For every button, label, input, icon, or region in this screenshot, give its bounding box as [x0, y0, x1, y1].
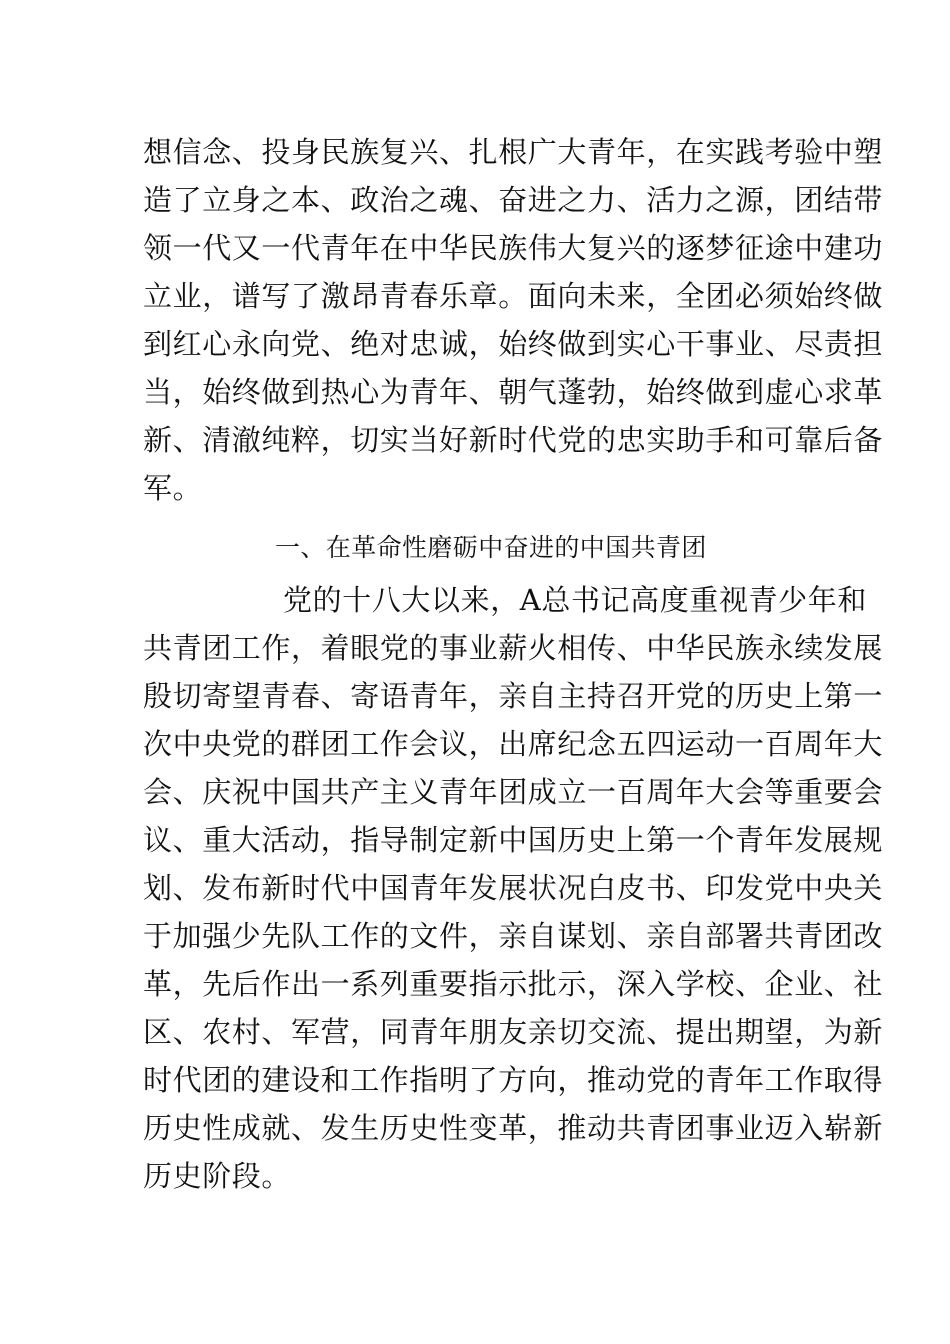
text-line: 新、清澈纯粹，切实当好新时代党的忠实助手和可靠后备 [143, 423, 884, 457]
text-line: 军。 [143, 471, 203, 505]
text-line: 历史阶段。 [143, 1159, 292, 1193]
text-line: 会、庆祝中国共产主义青年团成立一百周年大会等重要会 [143, 775, 884, 809]
text-line: 划、发布新时代中国青年发展状况白皮书、印发党中央关 [143, 871, 884, 905]
text-line: 次中央党的群团工作会议，出席纪念五四运动一百周年大 [143, 727, 884, 761]
text-line: 领一代又一代青年在中华民族伟大复兴的逐梦征途中建功 [143, 231, 884, 265]
text-line: 共青团工作，着眼党的事业薪火相传、中华民族永续发展 [143, 631, 884, 665]
text-line: 想信念、投身民族复兴、扎根广大青年，在实践考验中塑 [143, 135, 884, 169]
text-line: 当，始终做到热心为青年、朝气蓬勃，始终做到虚心求革 [143, 375, 884, 409]
text-line: 于加强少先队工作的文件，亲自谋划、亲自部署共青团改 [143, 919, 884, 953]
text-line: 历史性成就、发生历史性变革，推动共青团事业迈入崭新 [143, 1111, 884, 1145]
text-line: 党的十八大以来，A总书记高度重视青少年和 [283, 583, 867, 617]
text-line: 立业，谱写了激昂青春乐章。面向未来，全团必须始终做 [143, 279, 884, 313]
text-line: 区、农村、军营，同青年朋友亲切交流、提出期望，为新 [143, 1015, 884, 1049]
text-line: 到红心永向党、绝对忠诚，始终做到实心干事业、尽责担 [143, 327, 884, 361]
text-line: 造了立身之本、政治之魂、奋进之力、活力之源，团结带 [143, 183, 884, 217]
text-line: 革，先后作出一系列重要指示批示，深入学校、企业、社 [143, 967, 884, 1001]
text-line: 殷切寄望青春、寄语青年，亲自主持召开党的历史上第一 [143, 679, 884, 713]
text-line: 议、重大活动，指导制定新中国历史上第一个青年发展规 [143, 823, 884, 857]
text-line: 时代团的建设和工作指明了方向，推动党的青年工作取得 [143, 1063, 884, 1097]
section-heading: 一、在革命性磨砺中奋进的中国共青团 [275, 533, 707, 562]
